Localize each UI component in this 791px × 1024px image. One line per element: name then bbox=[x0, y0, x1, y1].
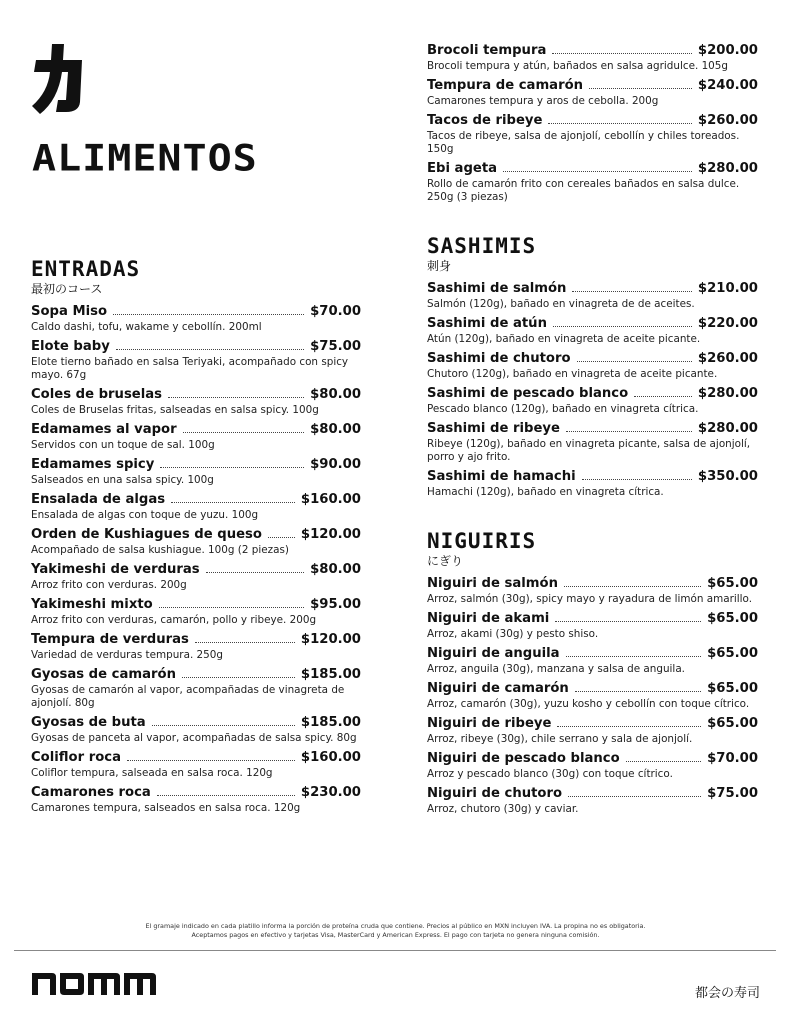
menu-item bbox=[427, 279, 758, 311]
menu-item-name: Ebi ageta bbox=[427, 161, 498, 176]
footnote-line: Aceptamos pagos en efectivo y tarjetas Visa, MasterCard y American Express. El pago con tarjeta no genera ninguna comisión. bbox=[191, 931, 600, 939]
menu-item-row bbox=[31, 713, 361, 732]
right-column bbox=[427, 41, 758, 819]
menu-item bbox=[427, 419, 758, 464]
entradas-section bbox=[31, 258, 361, 818]
menu-item-description: Arroz, chutoro (30g) y caviar. bbox=[427, 803, 579, 815]
menu-item-price: $185.00 bbox=[300, 667, 361, 682]
menu-item-price: $70.00 bbox=[310, 304, 361, 319]
menu-item bbox=[31, 385, 361, 417]
menu-item-name: Niguiri de akami bbox=[427, 611, 550, 626]
menu-item-name: Brocoli tempura bbox=[427, 43, 547, 58]
menu-item-name: Niguiri de pescado blanco bbox=[427, 751, 620, 766]
menu-item-description: Servidos con un toque de sal. 100g bbox=[31, 439, 215, 451]
menu-item-description: Ribeye (120g), bañado en vinagreta picante, salsa de ajonjolí, porro y ajo frito. bbox=[427, 438, 751, 463]
menu-item-price: $160.00 bbox=[300, 492, 361, 507]
menu-item-row bbox=[31, 665, 361, 684]
menu-item-row bbox=[427, 419, 758, 438]
dot-leader bbox=[555, 621, 701, 622]
menu-item-name: Sashimi de hamachi bbox=[427, 469, 576, 484]
menu-item bbox=[427, 41, 758, 73]
menu-item-price: $120.00 bbox=[300, 527, 361, 542]
menu-item-description: Arroz, anguila (30g), manzana y salsa de anguila. bbox=[427, 663, 685, 675]
dot-leader bbox=[268, 537, 295, 538]
menu-item-name: Edamames spicy bbox=[31, 457, 155, 472]
menu-item-name: Niguiri de camarón bbox=[427, 681, 569, 696]
menu-item-row bbox=[31, 420, 361, 439]
menu-item-row bbox=[31, 455, 361, 474]
menu-item-price: $280.00 bbox=[697, 421, 758, 436]
dot-leader bbox=[183, 432, 304, 433]
section-title: ENTRADAS bbox=[31, 257, 141, 281]
menu-list bbox=[427, 279, 758, 499]
dot-leader bbox=[553, 326, 692, 327]
dot-leader bbox=[152, 725, 295, 726]
menu-item bbox=[31, 337, 361, 382]
menu-item bbox=[31, 302, 361, 334]
menu-item-price: $90.00 bbox=[310, 457, 361, 472]
menu-item-description: Arroz, akami (30g) y pesto shiso. bbox=[427, 628, 599, 640]
dot-leader bbox=[548, 123, 691, 124]
menu-item-price: $185.00 bbox=[300, 715, 361, 730]
menu-item-price: $65.00 bbox=[707, 716, 758, 731]
menu-list bbox=[31, 302, 361, 815]
menu-item bbox=[31, 525, 361, 557]
menu-item-name: Coles de bruselas bbox=[31, 387, 163, 402]
menu-item-description: Variedad de verduras tempura. 250g bbox=[31, 649, 223, 661]
menu-item-price: $65.00 bbox=[707, 681, 758, 696]
menu-item-row bbox=[427, 784, 758, 803]
menu-item-description: Arroz frito con verduras, camarón, pollo y ribeye. 200g bbox=[31, 614, 317, 626]
menu-item-name: Gyosas de camarón bbox=[31, 667, 176, 682]
menu-item-price: $220.00 bbox=[697, 316, 758, 331]
dot-leader bbox=[116, 349, 304, 350]
menu-item-price: $65.00 bbox=[707, 611, 758, 626]
menu-item-row bbox=[31, 337, 361, 356]
menu-item-name: Ensalada de algas bbox=[31, 492, 166, 507]
menu-item-row bbox=[31, 783, 361, 802]
menu-item-description: Arroz frito con verduras. 200g bbox=[31, 579, 187, 591]
menu-item-description: Chutoro (120g), bañado en vinagreta de aceite picante. bbox=[427, 368, 718, 380]
menu-item-description: Brocoli tempura y atún, bañados en salsa agridulce. 105g bbox=[427, 60, 729, 72]
menu-item bbox=[31, 560, 361, 592]
menu-item bbox=[31, 783, 361, 815]
menu-item-name: Yakimeshi de verduras bbox=[31, 562, 200, 577]
dot-leader bbox=[195, 642, 295, 643]
dot-leader bbox=[552, 53, 692, 54]
menu-item-description: Elote tierno bañado en salsa Teriyaki, acompañado con spicy mayo. 67g bbox=[31, 356, 349, 381]
menu-item bbox=[427, 467, 758, 499]
menu-item-description: Rollo de camarón frito con cereales bañados en salsa dulce. 250g (3 piezas) bbox=[427, 178, 740, 203]
menu-item-price: $75.00 bbox=[707, 786, 758, 801]
menu-item-row bbox=[31, 302, 361, 321]
menu-item-row bbox=[427, 679, 758, 698]
dot-leader bbox=[113, 314, 304, 315]
menu-item-name: Elote baby bbox=[31, 339, 110, 354]
menu-item-name: Sopa Miso bbox=[31, 304, 108, 319]
menu-item bbox=[427, 349, 758, 381]
menu-item-name: Niguiri de anguila bbox=[427, 646, 560, 661]
dot-leader bbox=[568, 796, 701, 797]
section-subtitle: 最初のコース bbox=[31, 282, 103, 296]
footnote-line: El gramaje indicado en cada platillo informa la porción de proteína cruda que contiene. Precios al público en MXN incluyen IVA. La propina no es obligatoria. bbox=[145, 922, 646, 930]
menu-item-row bbox=[427, 314, 758, 333]
dot-leader bbox=[572, 291, 691, 292]
footnote bbox=[40, 922, 751, 940]
section-title: SASHIMIS bbox=[427, 234, 537, 258]
menu-item-price: $280.00 bbox=[697, 386, 758, 401]
dot-leader bbox=[634, 396, 692, 397]
menu-item bbox=[427, 159, 758, 204]
menu-item-name: Coliflor roca bbox=[31, 750, 121, 765]
menu-item bbox=[31, 630, 361, 662]
menu-item-price: $80.00 bbox=[310, 562, 361, 577]
menu-item-name: Camarones roca bbox=[31, 785, 151, 800]
menu-item-description: Camarones tempura y aros de cebolla. 200g bbox=[427, 95, 659, 107]
dot-leader bbox=[577, 361, 692, 362]
dot-leader bbox=[206, 572, 304, 573]
menu-item-name: Orden de Kushiagues de queso bbox=[31, 527, 262, 542]
menu-item-name: Niguiri de chutoro bbox=[427, 786, 563, 801]
divider bbox=[14, 950, 776, 951]
menu-item-description: Salmón (120g), bañado en vinagreta de de aceites. bbox=[427, 298, 695, 310]
dot-leader bbox=[503, 171, 692, 172]
dot-leader bbox=[157, 795, 295, 796]
menu-item-price: $160.00 bbox=[300, 750, 361, 765]
brand-tagline: 都会の寿司 bbox=[694, 986, 760, 1001]
dot-leader bbox=[159, 607, 304, 608]
menu-item bbox=[427, 609, 758, 641]
menu-item-row bbox=[31, 595, 361, 614]
menu-item-name: Gyosas de buta bbox=[31, 715, 146, 730]
menu-item-description: Camarones tempura, salseados en salsa roca. 120g bbox=[31, 802, 301, 814]
menu-item-description: Arroz, ribeye (30g), chile serrano y sala de ajonjolí. bbox=[427, 733, 693, 745]
dot-leader bbox=[626, 761, 701, 762]
menu-item-name: Edamames al vapor bbox=[31, 422, 177, 437]
menu-item-name: Sashimi de pescado blanco bbox=[427, 386, 629, 401]
dot-leader bbox=[575, 691, 701, 692]
menu-item bbox=[31, 748, 361, 780]
dot-leader bbox=[182, 677, 295, 678]
menu-item-price: $210.00 bbox=[697, 281, 758, 296]
menu-item-description: Hamachi (120g), bañado en vinagreta cítrica. bbox=[427, 486, 664, 498]
menu-item-row bbox=[427, 111, 758, 130]
menu-item-description: Arroz, salmón (30g), spicy mayo y rayadura de limón amarillo. bbox=[427, 593, 753, 605]
dot-leader bbox=[168, 397, 304, 398]
menu-item bbox=[427, 714, 758, 746]
menu-item-row bbox=[427, 349, 758, 368]
menu-item-description: Tacos de ribeye, salsa de ajonjolí, cebollín y chiles toreados. 150g bbox=[427, 130, 740, 155]
logo-icon bbox=[30, 42, 86, 116]
menu-item bbox=[31, 665, 361, 710]
dot-leader bbox=[160, 467, 304, 468]
menu-item bbox=[427, 111, 758, 156]
menu-item-row bbox=[427, 159, 758, 178]
menu-item-description: Salseados en una salsa spicy. 100g bbox=[31, 474, 214, 486]
menu-item-name: Niguiri de salmón bbox=[427, 576, 558, 591]
dot-leader bbox=[557, 726, 701, 727]
menu-item-price: $120.00 bbox=[300, 632, 361, 647]
menu-item-row bbox=[427, 279, 758, 298]
menu-item-name: Tacos de ribeye bbox=[427, 113, 543, 128]
menu-item-description: Gyosas de panceta al vapor, acompañadas de salsa spicy. 80g bbox=[31, 732, 357, 744]
menu-item bbox=[31, 713, 361, 745]
menu-item bbox=[427, 574, 758, 606]
menu-item bbox=[427, 644, 758, 676]
section-subtitle: にぎり bbox=[427, 554, 464, 568]
menu-item bbox=[31, 420, 361, 452]
menu-item-row bbox=[427, 714, 758, 733]
menu-item-price: $280.00 bbox=[697, 161, 758, 176]
dot-leader bbox=[589, 88, 692, 89]
menu-item-description: Arroz, camarón (30g), yuzu kosho y cebollín con toque cítrico. bbox=[427, 698, 750, 710]
menu-item bbox=[31, 455, 361, 487]
menu-item-price: $80.00 bbox=[310, 422, 361, 437]
menu-item-row bbox=[31, 385, 361, 404]
menu-item bbox=[427, 784, 758, 816]
menu-item-description: Caldo dashi, tofu, wakame y cebollín. 200ml bbox=[31, 321, 262, 333]
page-title: ALIMENTOS bbox=[32, 137, 258, 180]
menu-item-name: Sashimi de chutoro bbox=[427, 351, 571, 366]
menu-item-price: $240.00 bbox=[697, 78, 758, 93]
menu-item-row bbox=[427, 644, 758, 663]
menu-item-description: Coles de Bruselas fritas, salseadas en salsa spicy. 100g bbox=[31, 404, 319, 416]
dot-leader bbox=[171, 502, 295, 503]
menu-item-description: Acompañado de salsa kushiague. 100g (2 piezas) bbox=[31, 544, 289, 556]
menu-item-name: Sashimi de atún bbox=[427, 316, 547, 331]
dot-leader bbox=[127, 760, 295, 761]
menu-item-name: Yakimeshi mixto bbox=[31, 597, 153, 612]
dot-leader bbox=[582, 479, 692, 480]
menu-item-name: Tempura de verduras bbox=[31, 632, 189, 647]
menu-item-row bbox=[31, 490, 361, 509]
menu-item bbox=[427, 384, 758, 416]
menu-list bbox=[427, 41, 758, 204]
menu-item-name: Tempura de camarón bbox=[427, 78, 584, 93]
menu-item-row bbox=[427, 76, 758, 95]
menu-item-description: Arroz y pescado blanco (30g) con toque cítrico. bbox=[427, 768, 673, 780]
section-title: NIGUIRIS bbox=[427, 529, 537, 553]
section-subtitle: 刺身 bbox=[427, 259, 452, 273]
menu-item-price: $95.00 bbox=[310, 597, 361, 612]
menu-item bbox=[31, 490, 361, 522]
dot-leader bbox=[566, 431, 692, 432]
menu-item-description: Coliflor tempura, salseada en salsa roca. 120g bbox=[31, 767, 273, 779]
menu-item-row bbox=[31, 525, 361, 544]
menu-item bbox=[427, 76, 758, 108]
menu-item-price: $200.00 bbox=[697, 43, 758, 58]
menu-item bbox=[427, 314, 758, 346]
dot-leader bbox=[566, 656, 702, 657]
brand-logo bbox=[32, 969, 162, 997]
menu-item-description: Atún (120g), bañado en vinagreta de aceite picante. bbox=[427, 333, 701, 345]
menu-item-price: $65.00 bbox=[707, 646, 758, 661]
menu-item-row bbox=[427, 609, 758, 628]
menu-item-description: Ensalada de algas con toque de yuzu. 100g bbox=[31, 509, 259, 521]
menu-item bbox=[427, 749, 758, 781]
dot-leader bbox=[564, 586, 701, 587]
menu-item-description: Gyosas de camarón al vapor, acompañadas de vinagreta de ajonjolí. 80g bbox=[31, 684, 345, 709]
menu-item-row bbox=[427, 749, 758, 768]
menu-item-row bbox=[31, 630, 361, 649]
menu-item-name: Niguiri de ribeye bbox=[427, 716, 552, 731]
menu-item-row bbox=[427, 467, 758, 486]
menu-item-price: $80.00 bbox=[310, 387, 361, 402]
menu-item bbox=[31, 595, 361, 627]
menu-item-price: $65.00 bbox=[707, 576, 758, 591]
menu-item-price: $230.00 bbox=[300, 785, 361, 800]
menu-item-row bbox=[31, 560, 361, 579]
menu-item-description: Pescado blanco (120g), bañado en vinagreta cítrica. bbox=[427, 403, 699, 415]
menu-item-row bbox=[31, 748, 361, 767]
menu-item-name: Sashimi de salmón bbox=[427, 281, 567, 296]
menu-item-row bbox=[427, 384, 758, 403]
menu-item-price: $75.00 bbox=[310, 339, 361, 354]
menu-list bbox=[427, 574, 758, 816]
menu-item-row bbox=[427, 41, 758, 60]
menu-item-price: $350.00 bbox=[697, 469, 758, 484]
menu-item-row bbox=[427, 574, 758, 593]
menu-item-price: $70.00 bbox=[707, 751, 758, 766]
menu-item bbox=[427, 679, 758, 711]
menu-item-name: Sashimi de ribeye bbox=[427, 421, 560, 436]
menu-item-price: $260.00 bbox=[697, 113, 758, 128]
menu-item-price: $260.00 bbox=[697, 351, 758, 366]
